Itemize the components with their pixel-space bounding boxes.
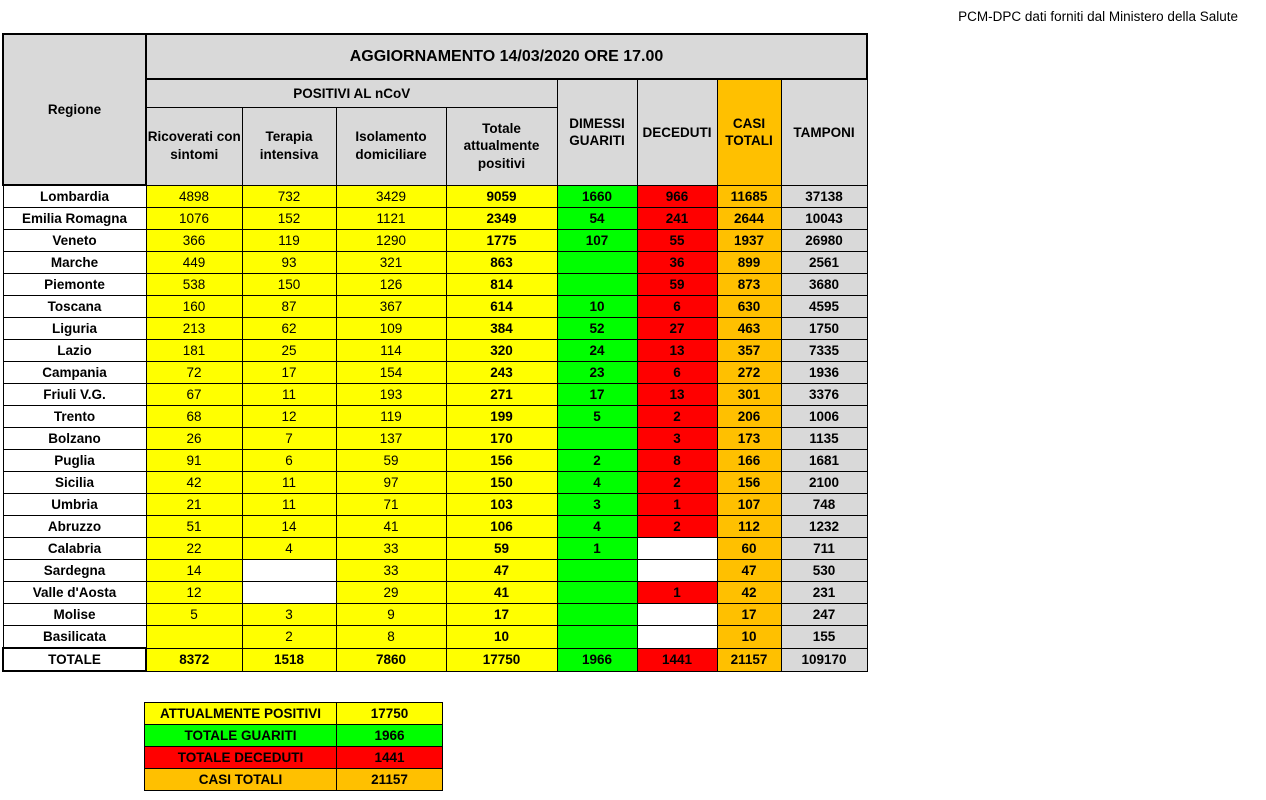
- casi-totali-cell: 10: [717, 626, 781, 649]
- terapia-cell: 11: [242, 384, 336, 406]
- isolamento-cell: 109: [336, 318, 446, 340]
- summary-value: 17750: [337, 703, 443, 725]
- casi-totali-cell: 272: [717, 362, 781, 384]
- terapia-cell: 119: [242, 230, 336, 252]
- ricoverati-cell: [146, 626, 242, 649]
- ricoverati-cell: 72: [146, 362, 242, 384]
- region-name: Marche: [3, 252, 146, 274]
- terapia-cell: 11: [242, 472, 336, 494]
- isolamento-header: Isolamento domiciliare: [336, 107, 446, 185]
- terapia-cell: 4: [242, 538, 336, 560]
- positivi-group-header: POSITIVI AL nCoV: [146, 79, 557, 107]
- tamponi-cell: 231: [781, 582, 867, 604]
- region-name: Sardegna: [3, 560, 146, 582]
- totale-positivi-cell: 863: [446, 252, 557, 274]
- isolamento-cell: 29: [336, 582, 446, 604]
- totale-positivi-cell: 614: [446, 296, 557, 318]
- guariti-cell: [557, 274, 637, 296]
- ricoverati-cell: 21: [146, 494, 242, 516]
- totale-positivi-cell: 17: [446, 604, 557, 626]
- casi-totali-cell: 112: [717, 516, 781, 538]
- table-title: AGGIORNAMENTO 14/03/2020 ORE 17.00: [146, 34, 867, 79]
- isolamento-cell: 97: [336, 472, 446, 494]
- terapia-cell: 6: [242, 450, 336, 472]
- deceduti-cell: 241: [637, 208, 717, 230]
- totale-isolamento: 7860: [336, 648, 446, 671]
- guariti-cell: [557, 582, 637, 604]
- guariti-cell: 3: [557, 494, 637, 516]
- guariti-cell: [557, 252, 637, 274]
- region-name: Veneto: [3, 230, 146, 252]
- isolamento-cell: 1121: [336, 208, 446, 230]
- deceduti-cell: 27: [637, 318, 717, 340]
- casi-totali-cell: 2644: [717, 208, 781, 230]
- tamponi-cell: 3376: [781, 384, 867, 406]
- terapia-cell: 25: [242, 340, 336, 362]
- source-caption: PCM-DPC dati forniti dal Ministero della Salute: [958, 9, 1238, 24]
- deceduti-cell: 966: [637, 185, 717, 208]
- casi-totali-cell: 60: [717, 538, 781, 560]
- deceduti-cell: 6: [637, 362, 717, 384]
- casi-totali-cell: 107: [717, 494, 781, 516]
- guariti-cell: 24: [557, 340, 637, 362]
- ricoverati-cell: 160: [146, 296, 242, 318]
- summary-value: 1966: [337, 725, 443, 747]
- ricoverati-cell: 22: [146, 538, 242, 560]
- totale-positivi-cell: 814: [446, 274, 557, 296]
- isolamento-cell: 154: [336, 362, 446, 384]
- totale-guariti: 1966: [557, 648, 637, 671]
- totale-positivi-cell: 243: [446, 362, 557, 384]
- totale-ricoverati: 8372: [146, 648, 242, 671]
- region-name: Puglia: [3, 450, 146, 472]
- totale-positivi-cell: 1775: [446, 230, 557, 252]
- casi-totali-cell: 156: [717, 472, 781, 494]
- totale-positivi-cell: 384: [446, 318, 557, 340]
- isolamento-cell: 119: [336, 406, 446, 428]
- deceduti-cell: [637, 538, 717, 560]
- terapia-cell: 7: [242, 428, 336, 450]
- totale-positivi-header: Totale attualmente positivi: [446, 107, 557, 185]
- isolamento-cell: 33: [336, 560, 446, 582]
- region-name: Umbria: [3, 494, 146, 516]
- summary-label: ATTUALMENTE POSITIVI: [145, 703, 337, 725]
- guariti-cell: 2: [557, 450, 637, 472]
- ricoverati-cell: 67: [146, 384, 242, 406]
- summary-value: 1441: [337, 747, 443, 769]
- isolamento-cell: 3429: [336, 185, 446, 208]
- region-name: Calabria: [3, 538, 146, 560]
- totale-positivi-cell: 9059: [446, 185, 557, 208]
- deceduti-cell: 55: [637, 230, 717, 252]
- regione-header: Regione: [3, 34, 146, 185]
- terapia-cell: 62: [242, 318, 336, 340]
- tamponi-cell: 4595: [781, 296, 867, 318]
- summary-value: 21157: [337, 769, 443, 791]
- casi-totali-cell: 206: [717, 406, 781, 428]
- deceduti-cell: [637, 560, 717, 582]
- deceduti-cell: [637, 604, 717, 626]
- totale-positivi-cell: 199: [446, 406, 557, 428]
- regional-data-table: [2, 33, 868, 672]
- casi-totali-cell: 301: [717, 384, 781, 406]
- terapia-cell: [242, 560, 336, 582]
- region-name: Campania: [3, 362, 146, 384]
- totale-positivi-cell: 59: [446, 538, 557, 560]
- totale-positivi-cell: 271: [446, 384, 557, 406]
- casi-totali-cell: 173: [717, 428, 781, 450]
- terapia-cell: 12: [242, 406, 336, 428]
- region-name: Friuli V.G.: [3, 384, 146, 406]
- ricoverati-cell: 42: [146, 472, 242, 494]
- tamponi-cell: 1135: [781, 428, 867, 450]
- deceduti-cell: 8: [637, 450, 717, 472]
- deceduti-cell: 13: [637, 340, 717, 362]
- terapia-cell: 93: [242, 252, 336, 274]
- guariti-cell: 107: [557, 230, 637, 252]
- guariti-cell: 17: [557, 384, 637, 406]
- deceduti-header: DECEDUTI: [637, 79, 717, 185]
- deceduti-cell: 1: [637, 582, 717, 604]
- tamponi-cell: 247: [781, 604, 867, 626]
- deceduti-cell: 36: [637, 252, 717, 274]
- ricoverati-cell: 5: [146, 604, 242, 626]
- isolamento-cell: 8: [336, 626, 446, 649]
- region-name: Bolzano: [3, 428, 146, 450]
- tamponi-header: TAMPONI: [781, 79, 867, 185]
- isolamento-cell: 41: [336, 516, 446, 538]
- totale-casi: 21157: [717, 648, 781, 671]
- deceduti-cell: 2: [637, 472, 717, 494]
- totale-positivi-cell: 41: [446, 582, 557, 604]
- tamponi-cell: 37138: [781, 185, 867, 208]
- ricoverati-cell: 12: [146, 582, 242, 604]
- totale-deceduti: 1441: [637, 648, 717, 671]
- region-name: Molise: [3, 604, 146, 626]
- tamponi-cell: 1750: [781, 318, 867, 340]
- guariti-cell: 10: [557, 296, 637, 318]
- terapia-cell: 2: [242, 626, 336, 649]
- tamponi-cell: 3680: [781, 274, 867, 296]
- isolamento-cell: 9: [336, 604, 446, 626]
- deceduti-cell: 1: [637, 494, 717, 516]
- guariti-cell: [557, 604, 637, 626]
- tamponi-cell: 1006: [781, 406, 867, 428]
- tamponi-cell: 10043: [781, 208, 867, 230]
- ricoverati-cell: 213: [146, 318, 242, 340]
- region-name: Lazio: [3, 340, 146, 362]
- totale-positivi-cell: 106: [446, 516, 557, 538]
- tamponi-cell: 2100: [781, 472, 867, 494]
- guariti-cell: 1660: [557, 185, 637, 208]
- totale-terapia: 1518: [242, 648, 336, 671]
- totale-positivi-cell: 47: [446, 560, 557, 582]
- region-name: Sicilia: [3, 472, 146, 494]
- guariti-cell: 4: [557, 472, 637, 494]
- ricoverati-cell: 181: [146, 340, 242, 362]
- tamponi-cell: 748: [781, 494, 867, 516]
- totale-positivi-cell: 10: [446, 626, 557, 649]
- isolamento-cell: 126: [336, 274, 446, 296]
- totale-positivi-cell: 170: [446, 428, 557, 450]
- casi-totali-cell: 11685: [717, 185, 781, 208]
- guariti-cell: 1: [557, 538, 637, 560]
- terapia-cell: 11: [242, 494, 336, 516]
- ricoverati-cell: 449: [146, 252, 242, 274]
- summary-table: [144, 702, 443, 791]
- region-name: Trento: [3, 406, 146, 428]
- totale-positivi: 17750: [446, 648, 557, 671]
- tamponi-cell: 1232: [781, 516, 867, 538]
- ricoverati-cell: 91: [146, 450, 242, 472]
- totale-positivi-cell: 103: [446, 494, 557, 516]
- ricoverati-cell: 68: [146, 406, 242, 428]
- deceduti-cell: 13: [637, 384, 717, 406]
- ricoverati-cell: 366: [146, 230, 242, 252]
- ricoverati-cell: 538: [146, 274, 242, 296]
- totale-positivi-cell: 2349: [446, 208, 557, 230]
- casi-totali-cell: 1937: [717, 230, 781, 252]
- dimessi-guariti-header: DIMESSI GUARITI: [557, 79, 637, 185]
- deceduti-cell: 6: [637, 296, 717, 318]
- ricoverati-cell: 14: [146, 560, 242, 582]
- tamponi-cell: 1936: [781, 362, 867, 384]
- tamponi-cell: 26980: [781, 230, 867, 252]
- region-name: Abruzzo: [3, 516, 146, 538]
- totale-positivi-cell: 320: [446, 340, 557, 362]
- region-name: Liguria: [3, 318, 146, 340]
- casi-totali-cell: 357: [717, 340, 781, 362]
- terapia-cell: 732: [242, 185, 336, 208]
- tamponi-cell: 530: [781, 560, 867, 582]
- isolamento-cell: 33: [336, 538, 446, 560]
- totale-tamponi: 109170: [781, 648, 867, 671]
- region-name: Basilicata: [3, 626, 146, 649]
- casi-totali-cell: 463: [717, 318, 781, 340]
- casi-totali-header: CASI TOTALI: [717, 79, 781, 185]
- tamponi-cell: 2561: [781, 252, 867, 274]
- deceduti-cell: 3: [637, 428, 717, 450]
- casi-totali-cell: 166: [717, 450, 781, 472]
- ricoverati-cell: 4898: [146, 185, 242, 208]
- region-name: Piemonte: [3, 274, 146, 296]
- casi-totali-cell: 47: [717, 560, 781, 582]
- deceduti-cell: [637, 626, 717, 649]
- ricoverati-header: Ricoverati con sintomi: [146, 107, 242, 185]
- summary-label: CASI TOTALI: [145, 769, 337, 791]
- deceduti-cell: 2: [637, 516, 717, 538]
- isolamento-cell: 137: [336, 428, 446, 450]
- totale-positivi-cell: 150: [446, 472, 557, 494]
- totale-positivi-cell: 156: [446, 450, 557, 472]
- totale-label: TOTALE: [3, 648, 146, 671]
- guariti-cell: [557, 626, 637, 649]
- tamponi-cell: 1681: [781, 450, 867, 472]
- casi-totali-cell: 42: [717, 582, 781, 604]
- guariti-cell: 23: [557, 362, 637, 384]
- isolamento-cell: 114: [336, 340, 446, 362]
- totals-row: [3, 648, 867, 671]
- casi-totali-cell: 17: [717, 604, 781, 626]
- guariti-cell: 5: [557, 406, 637, 428]
- terapia-cell: 14: [242, 516, 336, 538]
- tamponi-cell: 711: [781, 538, 867, 560]
- terapia-cell: 152: [242, 208, 336, 230]
- deceduti-cell: 2: [637, 406, 717, 428]
- region-name: Valle d'Aosta: [3, 582, 146, 604]
- region-name: Lombardia: [3, 185, 146, 208]
- ricoverati-cell: 26: [146, 428, 242, 450]
- summary-label: TOTALE DECEDUTI: [145, 747, 337, 769]
- terapia-header: Terapia intensiva: [242, 107, 336, 185]
- tamponi-cell: 155: [781, 626, 867, 649]
- isolamento-cell: 71: [336, 494, 446, 516]
- ricoverati-cell: 1076: [146, 208, 242, 230]
- guariti-cell: [557, 560, 637, 582]
- terapia-cell: 150: [242, 274, 336, 296]
- guariti-cell: 52: [557, 318, 637, 340]
- tamponi-cell: 7335: [781, 340, 867, 362]
- isolamento-cell: 1290: [336, 230, 446, 252]
- isolamento-cell: 367: [336, 296, 446, 318]
- terapia-cell: 3: [242, 604, 336, 626]
- terapia-cell: [242, 582, 336, 604]
- ricoverati-cell: 51: [146, 516, 242, 538]
- region-name: Emilia Romagna: [3, 208, 146, 230]
- casi-totali-cell: 899: [717, 252, 781, 274]
- isolamento-cell: 321: [336, 252, 446, 274]
- casi-totali-cell: 630: [717, 296, 781, 318]
- guariti-cell: 54: [557, 208, 637, 230]
- guariti-cell: 4: [557, 516, 637, 538]
- terapia-cell: 17: [242, 362, 336, 384]
- deceduti-cell: 59: [637, 274, 717, 296]
- region-name: Toscana: [3, 296, 146, 318]
- guariti-cell: [557, 428, 637, 450]
- terapia-cell: 87: [242, 296, 336, 318]
- isolamento-cell: 193: [336, 384, 446, 406]
- isolamento-cell: 59: [336, 450, 446, 472]
- casi-totali-cell: 873: [717, 274, 781, 296]
- summary-label: TOTALE GUARITI: [145, 725, 337, 747]
